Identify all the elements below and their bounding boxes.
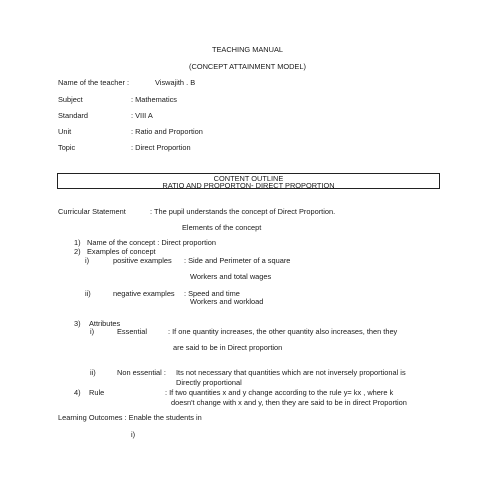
essential-value-line1: : If one quantity increases, the other quantity also increases, then they (168, 327, 398, 336)
examples-heading: Examples of concept (87, 247, 156, 256)
learning-outcomes-heading: Learning Outcomes : Enable the students in (58, 413, 202, 422)
unit-label: Unit (58, 127, 72, 136)
topic-label: Topic (58, 143, 76, 152)
elements-heading: Elements of the concept (182, 223, 262, 232)
standard-value: : VIII A (131, 111, 153, 120)
sub-list-number: i) (85, 256, 90, 265)
non-essential-label: Non essential : (117, 368, 166, 377)
document-title: TEACHING MANUAL (211, 45, 284, 54)
list-number: 2) (74, 247, 81, 256)
concept-name: Name of the concept : Direct proportion (87, 238, 216, 247)
list-number: 3) (74, 319, 81, 328)
content-outline-topic: RATIO AND PROPORTON- DIRECT PROPORTION (162, 181, 335, 190)
rule-label: Rule (89, 388, 105, 397)
essential-label: Essential (117, 327, 147, 336)
non-essential-value-line2: Directly proportional (176, 378, 242, 387)
negative-example-1: : Speed and time (184, 289, 240, 298)
topic-value: : Direct Proportion (131, 143, 191, 152)
rule-value-line2: doesn't change with x and y, then they are said to be in direct Proportion (171, 398, 407, 407)
subject-value: : Mathematics (131, 95, 178, 104)
curricular-value: : The pupil understands the concept of Direct Proportion. (150, 207, 336, 216)
positive-example-1: : Side and Perimeter of a square (184, 256, 291, 265)
list-number: 4) (74, 388, 81, 397)
teacher-label: Name of the teacher : (58, 78, 130, 87)
unit-value: : Ratio and Proportion (131, 127, 203, 136)
non-essential-value-line1: Its not necessary that quantities which are not inversely proportional is (176, 368, 406, 377)
content-outline-heading: CONTENT OUTLINE (213, 174, 284, 183)
learning-outcome-number: i) (131, 430, 136, 439)
sub-list-number: i) (90, 327, 95, 336)
negative-examples-label: negative examples (113, 289, 175, 298)
list-number: 1) (74, 238, 81, 247)
curricular-label: Curricular Statement (58, 207, 126, 216)
standard-label: Standard (58, 111, 88, 120)
sub-list-number: ii) (85, 289, 91, 298)
teacher-value: Viswajith . B (155, 78, 196, 87)
essential-value-line2: are said to be in Direct proportion (173, 343, 283, 352)
attributes-heading: Attributes (89, 319, 121, 328)
rule-value-line1: : If two quantities x and y change according to the rule y= kx , where k (165, 388, 394, 397)
positive-examples-label: positive examples (113, 256, 172, 265)
positive-example-2: Workers and total wages (190, 272, 272, 281)
sub-list-number: ii) (90, 368, 96, 377)
content-outline-box (57, 173, 440, 189)
negative-example-2: Workers and workload (190, 297, 264, 306)
subject-label: Subject (58, 95, 83, 104)
document-subtitle: (CONCEPT ATTAINMENT MODEL) (189, 62, 306, 71)
